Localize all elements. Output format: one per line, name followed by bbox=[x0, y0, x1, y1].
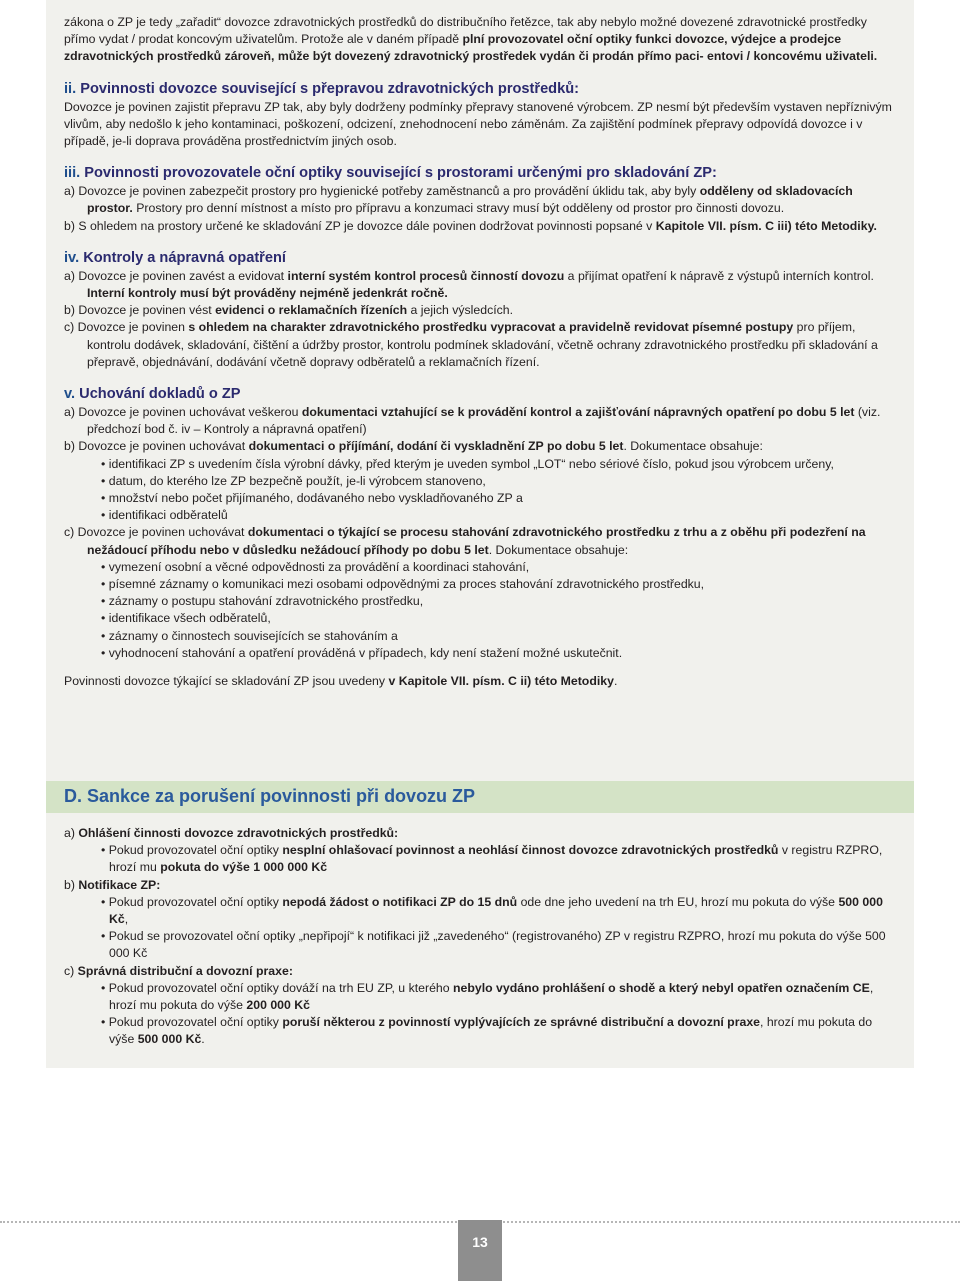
list-item: • Pokud provozovatel oční optiky nesplní ohlašovací povinnost a neohlásí činnost dovozce zdravotnických prostředků v registru RZPRO, hrozí mu pokuta do výše 1 000 000 Kč bbox=[101, 843, 883, 875]
section-d-heading: D. Sankce za porušení povinnosti při dovozu ZP bbox=[64, 786, 476, 806]
intro-line1: zákona o ZP je tedy „zařadit“ dovozce zdravotnických prostředků do distribučního řetězce, tak aby nebylo možné dovezené zdravotnické bbox=[64, 15, 807, 29]
list-item: • datum, do kterého lze ZP bezpečně použít, je-li výrobcem stanoveno, bbox=[101, 473, 486, 488]
section-iv-item-c: c) Dovozce je povinen s ohledem na charakter zdravotnického prostředku vypracovat a pravidelně revidovat písemné postupy pro příjem, kontrolu dodávek, skladování, čištění a údržby prostor, kontrolu podmínek skladování, včetně ochrany zdravotnického prostředku při skladování a přepravě, objednávání, dodávání včetně dopravy odběratelů a reklamačních řízení. bbox=[64, 320, 878, 369]
section-v-item-c: c) Dovozce je povinen uchovávat dokumentaci o týkající se procesu stahování zdravotnického prostředku z trhu a z oběhu při podezření na nežádoucí příhodu nebo v důsledku nežádoucí příhody po dobu 5 let. Dokumentace obsahuje: bbox=[64, 525, 866, 557]
list-item: • vymezení osobní a věcné odpovědnosti za provádění a koordinaci stahování, bbox=[101, 559, 530, 574]
list-item: • záznamy o postupu stahování zdravotnického prostředku, bbox=[101, 594, 424, 609]
section-d-bar bbox=[46, 781, 914, 813]
list-item: • množství nebo počet přijímaného, dodávaného nebo vyskladňovaného ZP a bbox=[101, 491, 523, 506]
list-item: • Pokud se provozovatel oční optiky „nepřipojí“ k notifikaci již „zavedeného“ (registrovaného) ZP v registru RZPRO, hrozí mu pokuta do výše 500 000 Kč bbox=[101, 929, 886, 961]
page-number: 13 bbox=[458, 1220, 502, 1281]
section-iii-item-a: a) Dovozce je povinen zabezpečit prostory pro hygienické potřeby zaměstnanců a pro provádění úklidu tak, aby byly odděleny od skladovacích prostor. Prostory pro denní místnost a místo pro přípravu a konzumaci stravy musí být odděleny od prostor pro činnosti dovozu. bbox=[64, 184, 853, 216]
sanction-b-title: b) Notifikace ZP: bbox=[64, 877, 161, 892]
section-iii-heading: iii. Povinnosti provozovatele oční optiky související s prostorami určenými pro skladování ZP: bbox=[64, 165, 717, 182]
section-v-item-b: b) Dovozce je povinen uchovávat dokumentaci o příjímání, dodání či vyskladnění ZP po dobu 5 let. Dokumentace obsahuje: bbox=[64, 439, 763, 454]
list-item: • záznamy o činnostech souvisejících se stahováním a bbox=[101, 628, 398, 643]
section-iii-item-b: b) S ohledem na prostory určené ke skladování ZP je dovozce dále povinen dodržovat povinnosti popsané v Kapitole VII. písm. C iii) této Metodiky. bbox=[64, 218, 877, 233]
section-v-heading: v. Uchování dokladů o ZP bbox=[64, 386, 241, 403]
list-item: • vyhodnocení stahování a opatření prováděná v případech, kdy není stažení možné uskutečnit. bbox=[101, 645, 623, 660]
section-iv-heading: iv. Kontroly a nápravná opatření bbox=[64, 249, 286, 266]
list-item: • identifikace všech odběratelů, bbox=[101, 611, 271, 626]
section-v-item-a: a) Dovozce je povinen uchovávat veškerou dokumentaci vztahující se k provádění kontrol a zajišťování nápravných opatření po dobu 5 let (viz. předchozí bod č. iv – Kontroly a nápravná opatření) bbox=[64, 405, 881, 437]
section-iv-item-b: b) Dovozce je povinen vést evidenci o reklamačních řízeních a jejich výsledcích. bbox=[64, 303, 514, 318]
section-v-note: Povinnosti dovozce týkající se skladování ZP jsou uvedeny v Kapitole VII. písm. C ii) této Metodiky. bbox=[64, 674, 618, 689]
list-item: • identifikaci ZP s uvedením čísla výrobní dávky, před kterým je uveden symbol „LOT“ nebo sériové číslo, pokud jsou výrobcem určeny, bbox=[101, 456, 834, 471]
section-ii-text: Dovozce je povinen zajistit přepravu ZP tak, aby byly dodrženy podmínky přepravy stanovené výrobcem. ZP nesmí být především vystaven nepříznivým vlivům, aby nedošlo k jeho kontaminaci, poškození, odcizení, znehodnocení nebo záměnám. Za zajištění podmínek přepravy odpovídá dovozce i v případě, je-li doprava prováděna prostřednictvím jiných osob. bbox=[64, 99, 892, 149]
list-item: • Pokud provozovatel oční optiky dováží na trh EU ZP, u kterého nebylo vydáno prohlášení o shodě a který nebyl opatřen označením CE, hrozí mu pokuta do výše 200 000 Kč bbox=[101, 980, 874, 1013]
sanction-c-title: c) Správná distribuční a dovozní praxe: bbox=[64, 963, 293, 978]
list-item: • Pokud provozovatel oční optiky poruší některou z povinností vyplývajících ze správné distribuční a dovozní praxe, hrozí mu pokuta do výše 500 000 Kč. bbox=[101, 1015, 873, 1047]
sanction-a-title: a) Ohlášení činnosti dovozce zdravotnických prostředků: bbox=[64, 826, 399, 840]
list-item: • Pokud provozovatel oční optiky nepodá žádost o notifikaci ZP do 15 dnů ode dne jeho uvedení na trh EU, hrozí mu pokuta do výše 500 000 Kč, bbox=[101, 894, 883, 927]
sanctions-content bbox=[64, 825, 898, 1049]
page-content bbox=[64, 14, 898, 690]
section-ii-heading: ii. Povinnosti dovozce související s přepravou zdravotnických prostředků: bbox=[64, 80, 579, 97]
list-item: • písemné záznamy o komunikaci mezi osobami odpovědnými za proces stahování zdravotnického prostředku, bbox=[101, 577, 705, 592]
section-iv-item-a: a) Dovozce je povinen zavést a evidovat interní systém kontrol procesů činností dovozu a přijímat opatření k nápravě z výstupů interních kontrol. Interní kontroly musí být prováděny nejméně jedenkrát ročně. bbox=[64, 268, 874, 301]
intro-paragraph: zákona o ZP je tedy „zařadit“ dovozce zdravotnických prostředků do distribučního řetězce, tak aby nebylo možné dovezené zdravotnické prostředky přímo vydat / prodat koncovým uživatelům. Protože ale v daném případě plní provozovatel oční optiky funkci dovozce, výdejce a prodejce zdravotnických prostředků zároveň, může být dovezený zdravotnický prostředek vydán či prodán přímo paci- entovi / koncovému uživateli. bbox=[64, 15, 878, 64]
list-item: • identifikaci odběratelů bbox=[101, 508, 228, 523]
